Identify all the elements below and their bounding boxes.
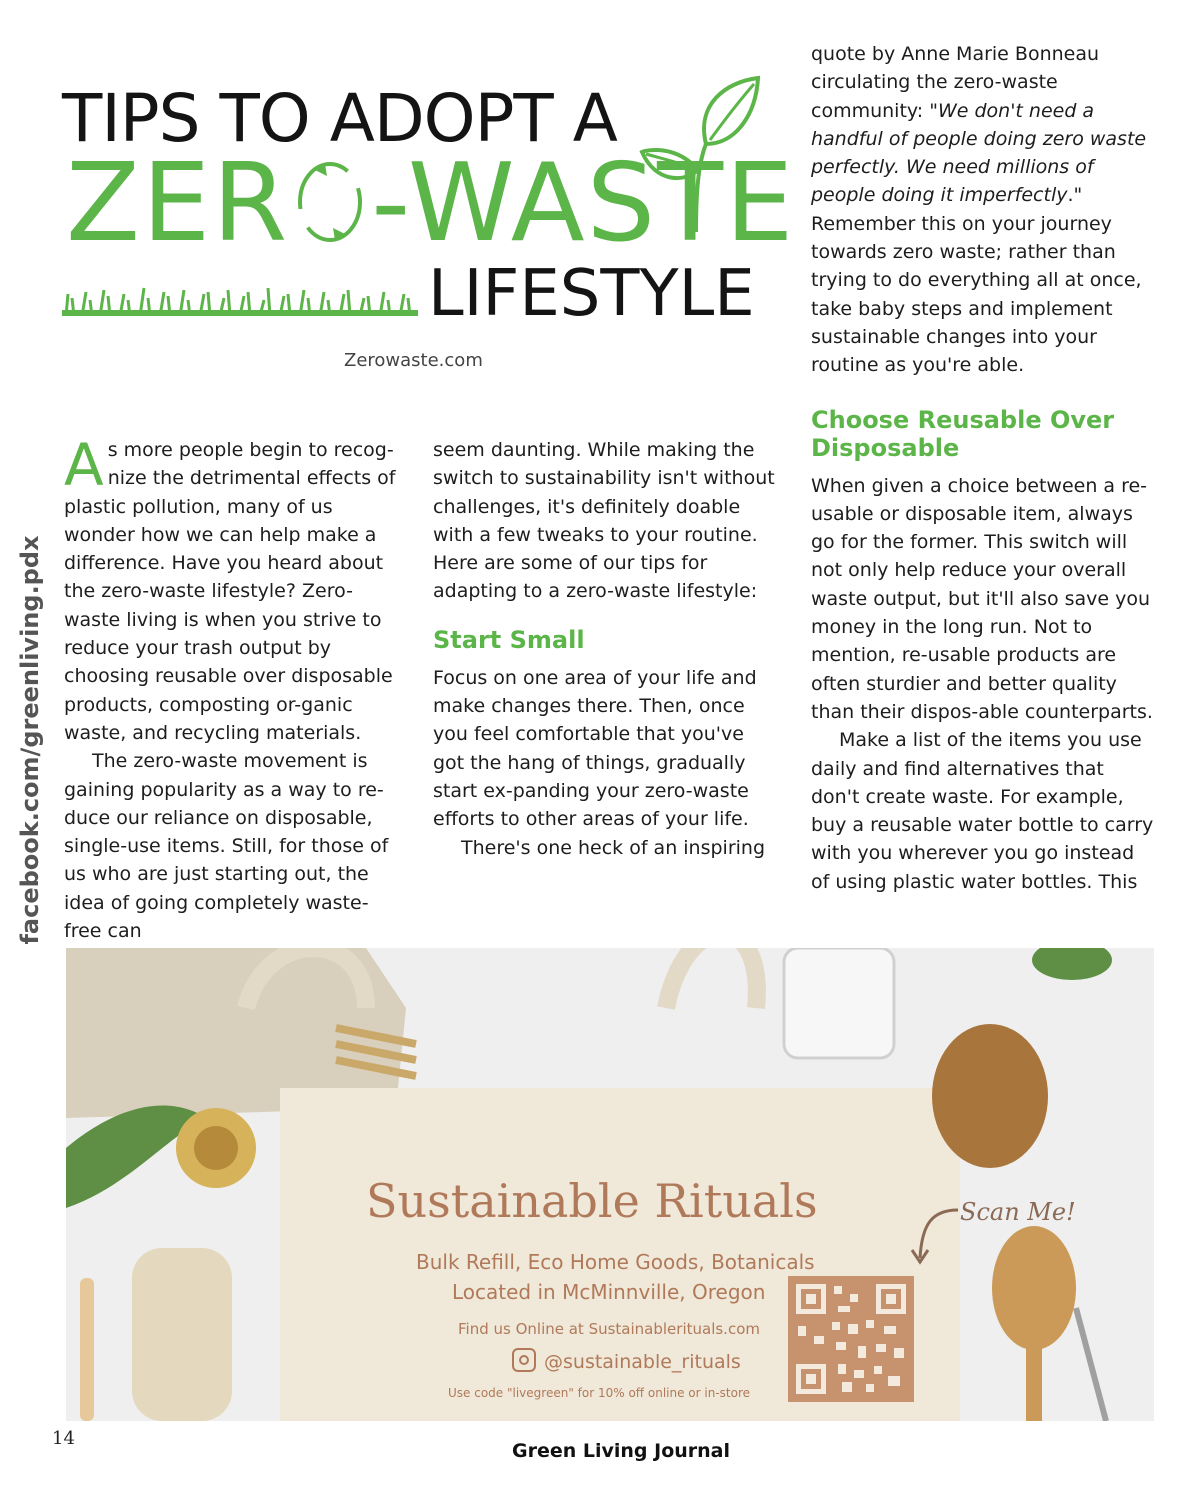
title-line-3: LIFESTYLE	[428, 257, 755, 331]
side-url: facebook.com/greenliving.pdx	[16, 535, 44, 945]
instagram-icon	[512, 1348, 536, 1372]
drop-cap: A	[64, 431, 104, 499]
ad-instagram[interactable]: @sustainable_rituals	[512, 1348, 741, 1373]
col3-paragraph-3: Make a list of the items you use daily and find alternatives that don't create waste. For example, buy a reusable water bottle to carry with you wherever you go instead of using plastic water bottles. This	[811, 729, 1154, 893]
ad-line-2: Located in McMinnville, Oregon	[452, 1280, 766, 1304]
col2-paragraph-1: seem daunting. While making the switch to sustainability isn't without challenges, it's definitely doable with a few tweaks to your routine. Here are some of our tips for adapting to a zero-waste lifestyle:	[433, 439, 775, 603]
ad-line-1: Bulk Refill, Eco Home Goods, Botanicals	[416, 1250, 815, 1274]
column-1	[64, 431, 404, 945]
col2-paragraph-3: There's one heck of an inspiring	[461, 836, 766, 859]
title-waste: -WASTE	[371, 141, 796, 266]
recycle-icon	[293, 154, 367, 244]
ad-scan-label: Scan Me!	[960, 1198, 1076, 1226]
col1-paragraph-1: s more people begin to recog-nize the detrimental effects of plastic pollution, many of us wonder how we can help make a difference. Have you heard about the zero-waste lifestyle? Zero-waste living is when you strive to reduce your trash output by choosing reusable over disposable products, composting or-ganic waste, and recycling materials.	[64, 439, 396, 744]
heading-choose-reusable: Choose Reusable Over Disposable	[811, 405, 1115, 462]
ad-brand-name: Sustainable Rituals	[366, 1174, 818, 1228]
col1-paragraph-2: The zero-waste movement is gaining popularity as a way to re-duce our reliance on disposable, single-use items. Still, for those of us who are just starting out, the idea of going completely waste-free can	[64, 750, 389, 943]
column-2	[433, 436, 779, 862]
page-number: 14	[52, 1428, 75, 1449]
qr-code[interactable]	[788, 1276, 914, 1402]
title-zer: ZER	[66, 141, 290, 266]
ad-promo-code: Use code "livegreen" for 10% off online or in-store	[448, 1386, 751, 1400]
quote-text: We don't need a handful of people doing zero waste perfectly. We need millions of people doing it imperfectly	[811, 99, 1147, 207]
col2-paragraph-2: Focus on one area of your life and make changes there. Then, once you feel comfortable that you've got the hang of things, gradually start ex-panding your zero-waste efforts to other areas of your life.	[433, 666, 757, 831]
title-line-1: TIPS TO ADOPT A	[62, 80, 617, 157]
column-3	[811, 40, 1157, 896]
ad-line-3: Find us Online at Sustainablerituals.com	[458, 1320, 760, 1338]
publication-name: Green Living Journal	[512, 1440, 731, 1462]
grass-graphic	[62, 286, 418, 316]
advertisement[interactable]	[66, 948, 1154, 1421]
arrow-down-icon	[892, 1204, 962, 1268]
leaf-icon	[636, 74, 766, 234]
heading-start-small: Start Small	[433, 625, 585, 654]
col3-paragraph-1: quote by Anne Marie Bonneau circulating the zero-waste community: "We don't need a handful of people doing zero waste perfectly. We need millions of people doing it imperfectly." Remember this on your journey towards zero waste; rather than trying to do everything all at once, take baby steps and implement sustainable changes into your routine as you're able.	[811, 43, 1147, 377]
source-credit: Zerowaste.com	[344, 350, 483, 371]
col3-paragraph-2: When given a choice between a re-usable or disposable item, always go for the former. This switch will not only help reduce your overall waste output, but it'll also save you money in the long run. Not to mention, re-usable products are often sturdier and better quality than their dispos-able counterparts.	[811, 474, 1153, 723]
